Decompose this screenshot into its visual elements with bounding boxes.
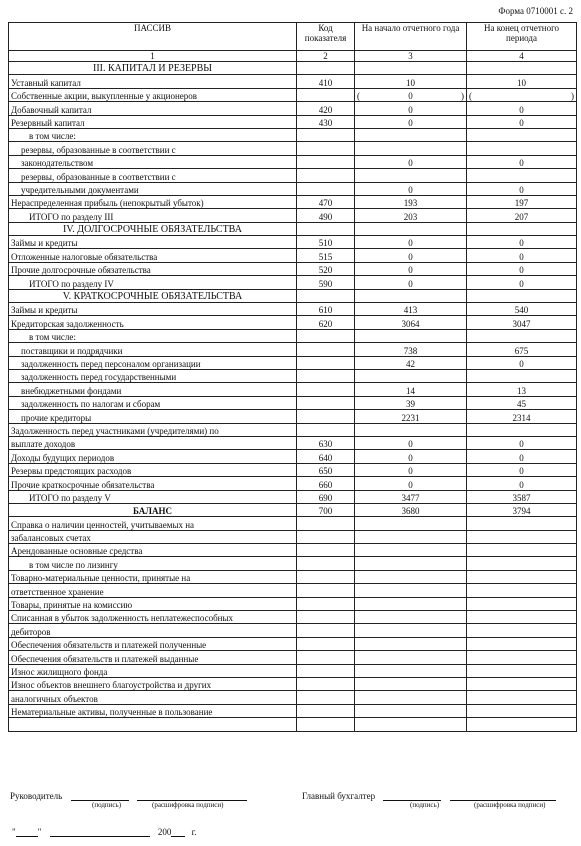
value-end: 0 xyxy=(467,463,577,476)
col-passive: ПАССИВ xyxy=(9,23,297,51)
table-row xyxy=(9,651,577,664)
table-row xyxy=(9,128,577,141)
row-label: законодательством xyxy=(9,155,297,168)
row-code: 640 xyxy=(297,450,355,463)
table-row xyxy=(9,597,577,610)
value-start: 0 xyxy=(355,450,467,463)
table-row xyxy=(9,410,577,423)
value-end xyxy=(467,329,577,342)
value-start: 3477 xyxy=(355,490,467,503)
row-label: Товарно-материальные ценности, принятые на xyxy=(9,570,297,583)
value-start: 0 xyxy=(355,102,467,115)
table-row xyxy=(9,477,577,490)
value-end xyxy=(467,704,577,717)
row-code xyxy=(297,530,355,543)
value-end: 0 xyxy=(467,477,577,490)
row-code xyxy=(297,718,355,731)
value-start: 0 xyxy=(355,155,467,168)
row-code: 590 xyxy=(297,276,355,289)
row-code: 630 xyxy=(297,436,355,449)
value-start xyxy=(355,677,467,690)
value-start xyxy=(355,624,467,637)
row-code xyxy=(297,584,355,597)
row-label: в том числе по лизингу xyxy=(9,557,297,570)
table-row xyxy=(9,182,577,195)
row-label: прочие кредиторы xyxy=(9,410,297,423)
row-label xyxy=(9,718,297,731)
value-start: 3064 xyxy=(355,316,467,329)
value-start xyxy=(355,169,467,182)
value-end: 13 xyxy=(467,383,577,396)
row-label: Уставный капитал xyxy=(9,75,297,88)
row-code: 490 xyxy=(297,209,355,222)
row-label: Справка о наличии ценностей, учитываемых на xyxy=(9,517,297,530)
head-decode-line xyxy=(137,790,247,801)
row-code xyxy=(297,356,355,369)
row-label: Займы и кредиты xyxy=(9,236,297,249)
row-code xyxy=(297,343,355,356)
table-row: Собственные акции, выкупленные у акционеров ( 0 ) ( ) xyxy=(9,88,577,101)
value-start: 0 xyxy=(355,236,467,249)
row-code: 420 xyxy=(297,102,355,115)
value-end: 10 xyxy=(467,75,577,88)
table-row xyxy=(9,276,577,289)
value-start: 42 xyxy=(355,356,467,369)
value-end: 0 xyxy=(467,356,577,369)
row-code xyxy=(297,128,355,141)
row-code xyxy=(297,557,355,570)
row-label: Кредиторская задолженность xyxy=(9,316,297,329)
col-num-2: 2 xyxy=(297,51,355,62)
table-row xyxy=(9,677,577,690)
row-code: 520 xyxy=(297,262,355,275)
row-label: Задолженность перед участниками (учредителями) по xyxy=(9,423,297,436)
row-code xyxy=(297,544,355,557)
form-number: Форма 0710001 с. 2 xyxy=(498,6,573,16)
value-end xyxy=(467,718,577,731)
value-end: 0 xyxy=(467,155,577,168)
row-code xyxy=(297,155,355,168)
value-end: 540 xyxy=(467,303,577,316)
value-end: 0 xyxy=(467,182,577,195)
row-label: Обеспечения обязательств и платежей полученные xyxy=(9,637,297,650)
accountant-decode-caption: (расшифровка подписи) xyxy=(474,801,546,809)
accountant-label: Главный бухгалтер xyxy=(302,791,376,801)
row-code: 470 xyxy=(297,195,355,208)
row-label: учредительными документами xyxy=(9,182,297,195)
value-start xyxy=(355,128,467,141)
value-start: 39 xyxy=(355,396,467,409)
date-month-line xyxy=(50,826,150,837)
table-row xyxy=(9,544,577,557)
value-end xyxy=(467,423,577,436)
row-label: ИТОГО по разделу V xyxy=(9,490,297,503)
table-row xyxy=(9,343,577,356)
table-row xyxy=(9,329,577,342)
head-sign-caption: (подпись) xyxy=(92,801,122,809)
accountant-signature xyxy=(302,790,556,801)
value-end xyxy=(467,517,577,530)
value-end: 2314 xyxy=(467,410,577,423)
row-label: Прочие долгосрочные обязательства xyxy=(9,262,297,275)
row-label: задолженность перед персоналом организации xyxy=(9,356,297,369)
col-num-1: 1 xyxy=(9,51,297,62)
row-label: Доходы будущих периодов xyxy=(9,450,297,463)
row-code: 700 xyxy=(297,503,355,516)
row-label: Займы и кредиты xyxy=(9,303,297,316)
row-label: Товары, принятые на комиссию xyxy=(9,597,297,610)
value-start: 2231 xyxy=(355,410,467,423)
row-code xyxy=(297,597,355,610)
row-code xyxy=(297,611,355,624)
value-end: 0 xyxy=(467,262,577,275)
row-label: аналогичных объектов xyxy=(9,691,297,704)
row-code xyxy=(297,369,355,382)
table-row xyxy=(9,664,577,677)
head-decode-caption: (расшифровка подписи) xyxy=(152,801,224,809)
table-row xyxy=(9,637,577,650)
table-row xyxy=(9,396,577,409)
value-start: 0 xyxy=(355,276,467,289)
row-label: Нераспределенная прибыль (непокрытый убыток) xyxy=(9,195,297,208)
value-start xyxy=(355,597,467,610)
row-code xyxy=(297,396,355,409)
value-start xyxy=(355,570,467,583)
table-row xyxy=(9,517,577,530)
value-start xyxy=(355,691,467,704)
row-label: Резервы предстоящих расходов xyxy=(9,463,297,476)
table-row xyxy=(9,570,577,583)
table-row xyxy=(9,249,577,262)
col-num-3: 3 xyxy=(355,51,467,62)
row-label: Арендованные основные средства xyxy=(9,544,297,557)
row-code xyxy=(297,88,355,101)
row-code xyxy=(297,182,355,195)
value-start: 0 xyxy=(408,91,413,102)
row-code xyxy=(297,691,355,704)
value-start xyxy=(355,544,467,557)
table-row xyxy=(9,503,577,516)
table-row xyxy=(9,369,577,382)
row-code xyxy=(297,169,355,182)
table-row xyxy=(9,624,577,637)
table-row xyxy=(9,209,577,222)
head-label: Руководитель xyxy=(10,791,63,801)
value-start: 0 xyxy=(355,463,467,476)
value-start xyxy=(355,584,467,597)
date-suffix: г. xyxy=(191,827,197,837)
head-signature xyxy=(10,790,247,801)
row-code xyxy=(297,570,355,583)
value-end: 0 xyxy=(467,236,577,249)
row-code xyxy=(297,383,355,396)
value-start xyxy=(355,557,467,570)
row-code xyxy=(297,651,355,664)
row-code: 430 xyxy=(297,115,355,128)
row-label: поставщики и подрядчики xyxy=(9,343,297,356)
table-row xyxy=(9,584,577,597)
col-end: На конец отчетного периода xyxy=(467,23,577,51)
row-code xyxy=(297,517,355,530)
table-row xyxy=(9,718,577,731)
row-label: Собственные акции, выкупленные у акционеров xyxy=(9,88,297,101)
value-end: 3587 xyxy=(467,490,577,503)
value-start xyxy=(355,517,467,530)
table-row xyxy=(9,222,577,235)
row-code: 690 xyxy=(297,490,355,503)
value-start: 0 xyxy=(355,182,467,195)
table-row xyxy=(9,236,577,249)
row-label: ответственное хранение xyxy=(9,584,297,597)
value-end xyxy=(467,169,577,182)
date-line xyxy=(12,826,197,837)
section-heading: V. КРАТКОСРОЧНЫЕ ОБЯЗАТЕЛЬСТВА xyxy=(9,289,297,302)
table-row xyxy=(9,155,577,168)
value-end xyxy=(467,570,577,583)
value-start xyxy=(355,718,467,731)
row-code xyxy=(297,637,355,650)
value-start: 0 xyxy=(355,477,467,490)
date-year: 200 xyxy=(157,827,172,837)
value-start: 0 xyxy=(355,249,467,262)
table-row xyxy=(9,436,577,449)
row-code xyxy=(297,329,355,342)
row-code: 410 xyxy=(297,75,355,88)
table-row xyxy=(9,115,577,128)
table-row xyxy=(9,356,577,369)
row-label: задолженность по налогам и сборам xyxy=(9,396,297,409)
value-end xyxy=(467,544,577,557)
value-end xyxy=(467,128,577,141)
table-row xyxy=(9,316,577,329)
row-label: Износ объектов внешнего благоустройства и других xyxy=(9,677,297,690)
value-end xyxy=(467,691,577,704)
value-end: 0 xyxy=(467,115,577,128)
row-label: Нематериальные активы, полученные в пользование xyxy=(9,704,297,717)
row-label: задолженность перед государственными xyxy=(9,369,297,382)
table-row xyxy=(9,102,577,115)
value-end: 0 xyxy=(467,276,577,289)
accountant-sign-caption: (подпись) xyxy=(410,801,440,809)
table-row xyxy=(9,490,577,503)
value-end xyxy=(467,557,577,570)
section-heading: III. КАПИТАЛ И РЕЗЕРВЫ xyxy=(9,62,297,75)
value-end: 3047 xyxy=(467,316,577,329)
value-start xyxy=(355,651,467,664)
value-start: 3680 xyxy=(355,503,467,516)
row-code xyxy=(297,677,355,690)
row-label: забалансовых счетах xyxy=(9,530,297,543)
row-code xyxy=(297,664,355,677)
value-start xyxy=(355,369,467,382)
row-label: БАЛАНС xyxy=(9,503,297,516)
value-end: 45 xyxy=(467,396,577,409)
table-row xyxy=(9,75,577,88)
value-end: 0 xyxy=(467,249,577,262)
value-end xyxy=(467,637,577,650)
row-label: ИТОГО по разделу III xyxy=(9,209,297,222)
row-label: Износ жилищного фонда xyxy=(9,664,297,677)
value-end xyxy=(467,677,577,690)
table-row xyxy=(9,169,577,182)
row-label: Обеспечения обязательств и платежей выданные xyxy=(9,651,297,664)
row-label: внебюджетными фондами xyxy=(9,383,297,396)
row-code xyxy=(297,624,355,637)
accountant-sign-line xyxy=(383,790,441,801)
section-heading: IV. ДОЛГОСРОЧНЫЕ ОБЯЗАТЕЛЬСТВА xyxy=(9,222,297,235)
value-end xyxy=(467,597,577,610)
value-end xyxy=(467,369,577,382)
table-row xyxy=(9,383,577,396)
row-code xyxy=(297,142,355,155)
row-label: дебиторов xyxy=(9,624,297,637)
value-end: 675 xyxy=(467,343,577,356)
date-quote-close: " xyxy=(37,827,42,837)
value-start xyxy=(355,329,467,342)
row-code: 510 xyxy=(297,236,355,249)
table-row xyxy=(9,450,577,463)
value-start: 0 xyxy=(355,115,467,128)
row-label: Резервный капитал xyxy=(9,115,297,128)
value-end xyxy=(467,664,577,677)
row-label: Добавочный капитал xyxy=(9,102,297,115)
date-quote-open: " xyxy=(12,827,16,837)
row-label: резервы, образованные в соответствии с xyxy=(9,169,297,182)
table-row xyxy=(9,530,577,543)
col-code: Код показателя xyxy=(297,23,355,51)
row-label: в том числе: xyxy=(9,128,297,141)
row-label: ИТОГО по разделу IV xyxy=(9,276,297,289)
value-start xyxy=(355,664,467,677)
value-start: 14 xyxy=(355,383,467,396)
value-end xyxy=(467,651,577,664)
row-code: 620 xyxy=(297,316,355,329)
accountant-decode-line xyxy=(450,790,556,801)
table-row xyxy=(9,303,577,316)
value-end: 0 xyxy=(467,450,577,463)
table-row xyxy=(9,704,577,717)
value-end xyxy=(467,142,577,155)
row-code: 650 xyxy=(297,463,355,476)
value-end: 0 xyxy=(467,102,577,115)
value-start: 413 xyxy=(355,303,467,316)
value-start: 0 xyxy=(355,262,467,275)
row-label: Отложенные налоговые обязательства xyxy=(9,249,297,262)
value-end xyxy=(467,584,577,597)
value-end: 3794 xyxy=(467,503,577,516)
table-row xyxy=(9,463,577,476)
value-end: 207 xyxy=(467,209,577,222)
balance-liabilities-table xyxy=(8,22,577,732)
value-start: 203 xyxy=(355,209,467,222)
value-end xyxy=(467,611,577,624)
value-end: 197 xyxy=(467,195,577,208)
row-label: Списанная в убыток задолженность неплатежеспособных xyxy=(9,611,297,624)
value-end xyxy=(467,624,577,637)
head-sign-line xyxy=(71,790,129,801)
value-start xyxy=(355,704,467,717)
table-row xyxy=(9,691,577,704)
value-start xyxy=(355,637,467,650)
value-start xyxy=(355,142,467,155)
col-start: На начало отчетного года xyxy=(355,23,467,51)
table-row xyxy=(9,142,577,155)
value-end: 0 xyxy=(467,436,577,449)
table-row xyxy=(9,62,577,75)
row-code: 515 xyxy=(297,249,355,262)
row-code xyxy=(297,410,355,423)
row-code xyxy=(297,704,355,717)
value-start xyxy=(355,611,467,624)
table-row xyxy=(9,423,577,436)
table-row xyxy=(9,262,577,275)
table-row xyxy=(9,289,577,302)
value-start: 0 xyxy=(355,436,467,449)
row-label: Прочие краткосрочные обязательства xyxy=(9,477,297,490)
row-label: резервы, образованные в соответствии с xyxy=(9,142,297,155)
value-start: 193 xyxy=(355,195,467,208)
row-code: 660 xyxy=(297,477,355,490)
col-num-4: 4 xyxy=(467,51,577,62)
value-start xyxy=(355,530,467,543)
value-start xyxy=(355,423,467,436)
row-code xyxy=(297,423,355,436)
row-label: в том числе: xyxy=(9,329,297,342)
table-row xyxy=(9,611,577,624)
value-end xyxy=(467,530,577,543)
value-start: 10 xyxy=(355,75,467,88)
value-start: 738 xyxy=(355,343,467,356)
table-row xyxy=(9,557,577,570)
row-code: 610 xyxy=(297,303,355,316)
row-label: выплате доходов xyxy=(9,436,297,449)
table-row xyxy=(9,195,577,208)
